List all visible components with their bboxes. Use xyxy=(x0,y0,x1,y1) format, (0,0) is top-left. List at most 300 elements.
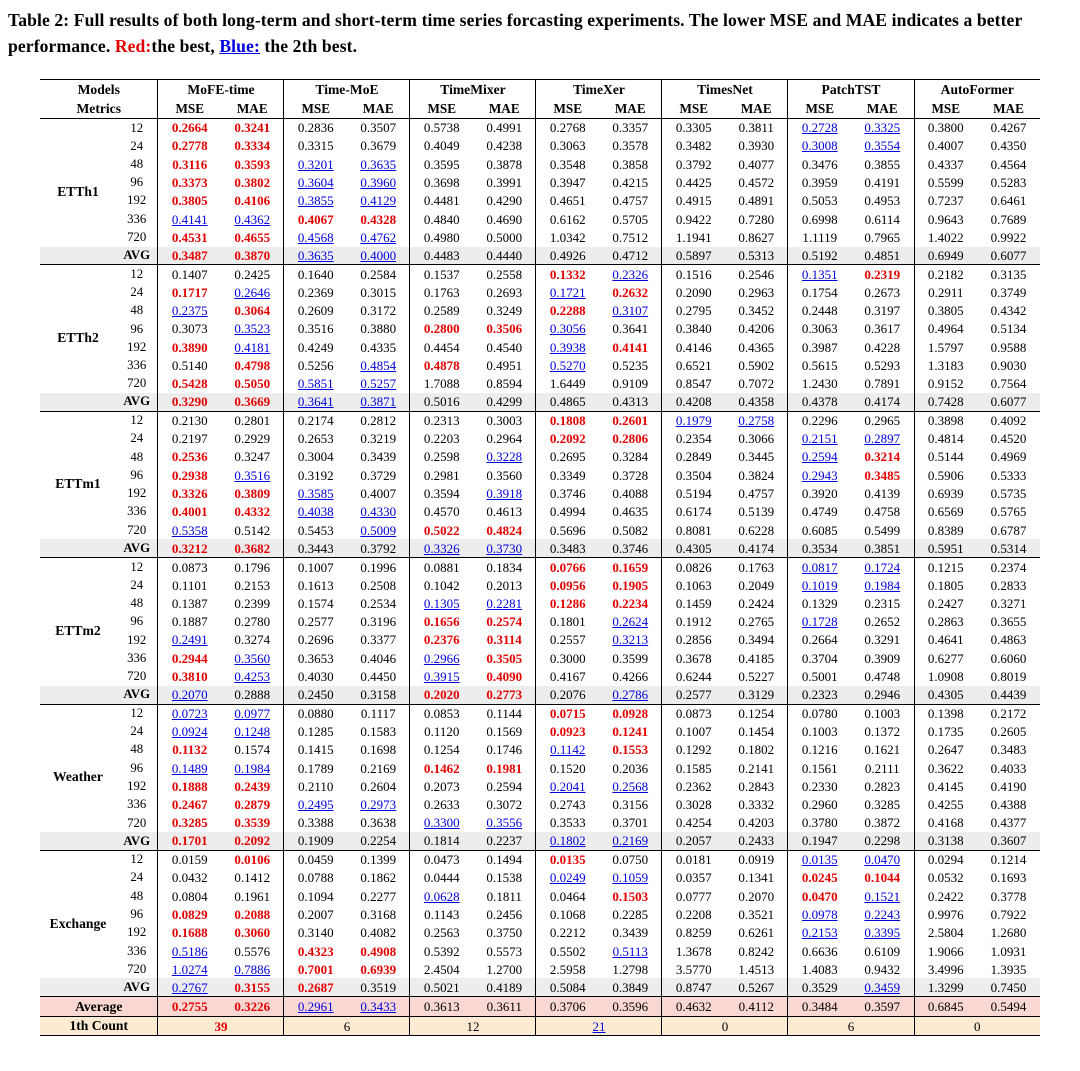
value-cell: 0.7280 xyxy=(738,211,775,227)
value-cell: 0.3201 xyxy=(284,155,347,173)
value-cell: 0.3746 xyxy=(599,539,662,557)
table-row xyxy=(40,393,1040,411)
value-cell: 0.1019 xyxy=(788,576,851,594)
value-cell: 0.0444 xyxy=(410,869,473,887)
value-cell: 0.3325 xyxy=(851,119,914,137)
value-cell: 1.0908 xyxy=(914,667,977,685)
value-cell: 0.1538 xyxy=(486,870,523,886)
value-cell: 0.3597 xyxy=(851,997,914,1017)
value-cell: 0.4305 xyxy=(662,539,725,557)
value-cell: 0.1688 xyxy=(158,924,221,942)
value-cell: 0.3284 xyxy=(612,449,649,465)
value-cell: 0.0715 xyxy=(536,704,599,722)
value-cell: 0.4249 xyxy=(284,338,347,356)
value-cell: 0.2254 xyxy=(347,832,410,850)
value-cell: 0.4635 xyxy=(612,504,649,520)
value-cell: 0.3271 xyxy=(990,595,1027,611)
value-cell: 0.5192 xyxy=(788,247,851,265)
value-cell: 0.2938 xyxy=(158,466,221,484)
horizon-label: AVG xyxy=(116,978,158,996)
value-cell: 0.4481 xyxy=(410,192,473,210)
value-cell: 0.6077 xyxy=(977,247,1040,265)
value-cell: 0.3395 xyxy=(864,925,901,941)
model-header-time-moe: Time-MoE xyxy=(284,80,410,100)
value-cell: 0.4980 xyxy=(410,228,473,246)
value-cell: 0.1984 xyxy=(234,760,271,776)
value-cell: 0.3800 xyxy=(914,119,977,137)
value-cell: 0.4994 xyxy=(536,503,599,521)
value-cell: 0.2584 xyxy=(347,265,410,283)
value-cell: 0.3073 xyxy=(158,320,221,338)
horizon-label: 96 xyxy=(130,175,144,190)
dataset-name: Exchange xyxy=(49,915,107,931)
value-cell: 0.2153 xyxy=(788,924,851,942)
value-cell: 0.3960 xyxy=(360,175,397,191)
value-cell: 0.1117 xyxy=(347,704,410,722)
value-cell: 0.2961 xyxy=(284,997,347,1017)
value-cell: 0.4007 xyxy=(914,137,977,155)
value-cell: 0.0135 xyxy=(788,850,851,868)
dataset-column-cell xyxy=(40,265,116,283)
value-cell: 0.4203 xyxy=(738,815,775,831)
table-row xyxy=(40,375,1040,393)
mse-header-autoformer: MSE xyxy=(914,99,977,119)
mse-header-timesnet: MSE xyxy=(662,99,725,119)
value-cell: 0.4145 xyxy=(914,777,977,795)
value-cell: 1.2680 xyxy=(990,925,1027,941)
value-cell: 0.2943 xyxy=(788,466,851,484)
value-cell: 0.4146 xyxy=(662,338,725,356)
value-cell: 0.3290 xyxy=(158,393,221,411)
value-cell: 0.2070 xyxy=(738,888,775,904)
value-cell: 0.4189 xyxy=(473,978,536,996)
value-cell: 0.3641 xyxy=(284,393,347,411)
count-cell: 39 xyxy=(158,1016,284,1036)
value-cell: 0.2963 xyxy=(738,284,775,300)
value-cell: 0.3669 xyxy=(221,393,284,411)
value-cell: 0.2728 xyxy=(788,119,851,137)
value-cell: 0.3678 xyxy=(662,649,725,667)
value-cell: 0.2609 xyxy=(284,301,347,319)
value-cell: 0.2888 xyxy=(221,686,284,704)
value-cell: 0.3809 xyxy=(234,486,271,502)
dataset-column-cell xyxy=(40,978,116,996)
value-cell: 0.1494 xyxy=(473,850,536,868)
value-cell: 0.3706 xyxy=(536,997,599,1017)
mae-header-time-moe: MAE xyxy=(362,100,394,116)
value-cell: 0.3388 xyxy=(284,814,347,832)
value-cell: 0.1254 xyxy=(725,704,788,722)
value-cell: 0.0881 xyxy=(410,558,473,576)
value-cell: 0.6521 xyxy=(662,356,725,374)
value-cell: 0.5502 xyxy=(536,942,599,960)
value-cell: 0.2944 xyxy=(158,649,221,667)
value-cell: 0.6109 xyxy=(864,943,901,959)
value-cell: 0.2594 xyxy=(486,778,523,794)
value-cell: 0.1407 xyxy=(158,265,221,283)
value-cell: 0.4915 xyxy=(662,192,725,210)
dataset-column-cell xyxy=(40,301,116,319)
value-cell: 0.5499 xyxy=(864,522,901,538)
value-cell: 0.3443 xyxy=(284,539,347,557)
value-cell: 0.2765 xyxy=(738,614,775,630)
mse-header-patchtst: MSE xyxy=(788,99,851,119)
value-cell: 0.4748 xyxy=(864,669,901,685)
value-cell: 0.4090 xyxy=(486,669,523,685)
value-cell: 0.2849 xyxy=(662,448,725,466)
value-cell: 0.1724 xyxy=(851,558,914,576)
table-row xyxy=(40,411,1040,429)
table-row xyxy=(40,631,1040,649)
horizon-label: AVG xyxy=(116,539,158,557)
dataset-group-weather xyxy=(40,704,1040,850)
value-cell: 0.5134 xyxy=(990,321,1027,337)
models-label: Models xyxy=(77,81,120,97)
count-cell: 0 xyxy=(662,1016,788,1036)
value-cell: 0.3638 xyxy=(360,815,397,831)
value-cell: 0.1516 xyxy=(662,265,725,283)
value-cell: 0.4951 xyxy=(486,358,523,373)
value-cell: 0.1329 xyxy=(788,594,851,612)
horizon-label: 720 xyxy=(127,961,147,976)
value-cell: 0.2237 xyxy=(473,832,536,850)
value-cell: 0.6244 xyxy=(662,667,725,685)
average-label: Average xyxy=(40,997,158,1017)
value-cell: 0.2843 xyxy=(738,778,775,794)
value-cell: 0.4757 xyxy=(738,486,775,502)
value-cell: 0.3172 xyxy=(360,303,397,319)
value-cell: 0.2633 xyxy=(410,795,473,813)
value-cell: 0.3249 xyxy=(486,303,523,319)
value-cell: 0.3377 xyxy=(360,632,397,648)
value-cell: 0.0464 xyxy=(536,887,599,905)
value-cell: 0.2296 xyxy=(788,411,851,429)
value-cell: 0.5021 xyxy=(410,978,473,996)
value-cell: 0.6060 xyxy=(990,650,1027,666)
value-cell: 0.9976 xyxy=(914,905,977,923)
horizon-label: 192 xyxy=(127,632,147,647)
value-cell: 0.2208 xyxy=(662,905,725,923)
value-cell: 0.0817 xyxy=(788,558,851,576)
value-cell: 0.2182 xyxy=(914,265,977,283)
value-cell: 0.2298 xyxy=(851,832,914,850)
horizon-label: 192 xyxy=(127,339,147,354)
value-cell: 0.2169 xyxy=(599,832,662,850)
value-cell: 1.4022 xyxy=(914,228,977,246)
value-cell: 0.3811 xyxy=(725,119,788,137)
value-cell: 0.4365 xyxy=(738,339,775,355)
value-cell: 0.2013 xyxy=(486,577,523,593)
value-cell: 0.2281 xyxy=(486,595,523,611)
value-cell: 1.9066 xyxy=(914,942,977,960)
value-cell: 1.2700 xyxy=(486,961,523,977)
value-cell: 0.3947 xyxy=(536,173,599,191)
value-cell: 0.3920 xyxy=(788,484,851,502)
value-cell: 0.3494 xyxy=(738,632,775,648)
value-cell: 0.2427 xyxy=(914,594,977,612)
value-cell: 0.3578 xyxy=(612,138,649,154)
value-cell: 0.0750 xyxy=(599,850,662,868)
value-cell: 0.5735 xyxy=(990,486,1027,502)
value-cell: 0.4328 xyxy=(360,211,397,227)
value-cell: 0.1412 xyxy=(234,870,271,886)
value-cell: 2.5804 xyxy=(914,924,977,942)
horizon-label: 12 xyxy=(116,265,158,283)
value-cell: 0.5897 xyxy=(662,247,725,265)
value-cell: 0.4762 xyxy=(360,229,397,245)
value-cell: 0.2806 xyxy=(612,431,649,447)
value-cell: 0.1796 xyxy=(221,558,284,576)
value-cell: 0.2696 xyxy=(284,631,347,649)
value-cell: 0.2110 xyxy=(284,777,347,795)
horizon-label: 24 xyxy=(130,431,144,446)
value-cell: 0.8081 xyxy=(662,521,725,539)
value-cell: 0.1248 xyxy=(234,723,271,739)
value-cell: 0.4632 xyxy=(662,997,725,1017)
value-cell: 0.1068 xyxy=(536,905,599,923)
horizon-label: 24 xyxy=(130,577,144,592)
dataset-name: ETTm2 xyxy=(55,622,101,638)
table-row xyxy=(40,539,1040,557)
value-cell: 0.0923 xyxy=(536,722,599,740)
value-cell: 0.2450 xyxy=(284,686,347,704)
value-cell: 0.4358 xyxy=(725,393,788,411)
value-cell: 0.0919 xyxy=(725,850,788,868)
value-cell: 0.4342 xyxy=(990,303,1027,319)
value-cell: 0.3810 xyxy=(158,667,221,685)
value-cell: 0.2153 xyxy=(234,577,271,593)
value-cell: 0.4439 xyxy=(977,686,1040,704)
value-cell: 1.3299 xyxy=(914,978,977,996)
value-cell: 0.2856 xyxy=(662,631,725,649)
dataset-column-cell xyxy=(40,356,116,374)
value-cell: 0.5576 xyxy=(234,943,271,959)
value-cell: 0.5293 xyxy=(864,358,901,373)
value-cell: 0.5082 xyxy=(612,522,649,538)
table-row xyxy=(40,777,1040,795)
horizon-label: 336 xyxy=(127,358,147,373)
value-cell: 0.1909 xyxy=(284,832,347,850)
value-cell: 0.2646 xyxy=(234,284,271,300)
value-cell: 1.3678 xyxy=(662,942,725,960)
value-cell: 0.1754 xyxy=(788,283,851,301)
value-cell: 0.5314 xyxy=(977,539,1040,557)
table-row xyxy=(40,942,1040,960)
value-cell: 0.1888 xyxy=(158,777,221,795)
dataset-column-cell xyxy=(40,210,116,228)
value-cell: 0.2687 xyxy=(284,978,347,996)
value-cell: 0.5084 xyxy=(536,978,599,996)
value-cell: 0.1399 xyxy=(347,850,410,868)
value-cell: 0.5194 xyxy=(662,484,725,502)
table-row xyxy=(40,356,1040,374)
value-cell: 0.2767 xyxy=(158,978,221,996)
value-cell: 0.3004 xyxy=(284,448,347,466)
mse-header-mofe-time: MSE xyxy=(158,99,221,119)
value-cell: 0.6261 xyxy=(738,925,775,941)
value-cell: 0.6228 xyxy=(738,522,775,538)
table-row xyxy=(40,228,1040,246)
value-cell: 0.3560 xyxy=(234,650,271,666)
value-cell: 0.2313 xyxy=(410,411,473,429)
value-cell: 0.2773 xyxy=(473,686,536,704)
value-cell: 0.1059 xyxy=(612,870,649,886)
horizon-label: 720 xyxy=(127,522,147,537)
value-cell: 0.2323 xyxy=(788,686,851,704)
value-cell: 0.2354 xyxy=(662,430,725,448)
value-cell: 0.4305 xyxy=(914,686,977,704)
value-cell: 0.5696 xyxy=(536,521,599,539)
value-cell: 0.3991 xyxy=(486,175,523,191)
value-cell: 0.3291 xyxy=(864,632,901,648)
model-header-mofe-time: MoFE-time xyxy=(158,80,284,100)
value-cell: 0.3063 xyxy=(536,137,599,155)
value-cell: 0.3840 xyxy=(662,320,725,338)
horizon-label: 336 xyxy=(127,797,147,812)
table-row xyxy=(40,613,1040,631)
value-cell: 0.1905 xyxy=(612,577,649,593)
value-cell: 0.2598 xyxy=(410,448,473,466)
value-cell: 0.4854 xyxy=(360,358,397,373)
value-cell: 0.5283 xyxy=(990,175,1027,191)
table-row xyxy=(40,192,1040,210)
value-cell: 0.5144 xyxy=(914,448,977,466)
value-cell: 0.3274 xyxy=(234,632,271,648)
dataset-name: Weather xyxy=(53,769,103,785)
value-cell: 0.9432 xyxy=(864,961,901,977)
value-cell: 0.1981 xyxy=(486,760,523,776)
value-cell: 0.4483 xyxy=(410,247,473,265)
value-cell: 0.0357 xyxy=(662,869,725,887)
value-cell: 0.3439 xyxy=(612,925,649,941)
value-cell: 0.4362 xyxy=(234,211,271,227)
mae-header-patchtst: MAE xyxy=(866,100,898,116)
dataset-group-etth2 xyxy=(40,265,1040,411)
value-cell: 0.3158 xyxy=(347,686,410,704)
value-cell: 0.1574 xyxy=(284,594,347,612)
dataset-column-cell xyxy=(40,942,116,960)
horizon-label: 12 xyxy=(116,558,158,576)
value-cell: 1.2430 xyxy=(788,375,851,393)
dataset-column-cell xyxy=(40,814,116,832)
table-row xyxy=(40,283,1040,301)
value-cell: 0.3476 xyxy=(788,155,851,173)
value-cell: 0.1094 xyxy=(284,887,347,905)
value-cell: 0.3521 xyxy=(738,906,775,922)
value-cell: 0.3334 xyxy=(234,138,271,154)
value-cell: 1.3183 xyxy=(914,356,977,374)
value-cell: 0.0473 xyxy=(410,850,473,868)
horizon-label: 12 xyxy=(116,411,158,429)
value-cell: 0.3197 xyxy=(864,303,901,319)
value-cell: 0.3228 xyxy=(486,449,523,465)
value-cell: 0.2508 xyxy=(360,577,397,593)
table-row xyxy=(40,265,1040,283)
table-row xyxy=(40,576,1040,594)
value-cell: 0.3858 xyxy=(612,156,649,172)
value-cell: 0.3332 xyxy=(738,797,775,813)
value-cell: 0.0294 xyxy=(914,850,977,868)
value-cell: 0.1101 xyxy=(158,576,221,594)
value-cell: 0.5738 xyxy=(410,119,473,137)
value-cell: 0.1808 xyxy=(536,411,599,429)
dataset-column-cell xyxy=(40,887,116,905)
value-cell: 0.3483 xyxy=(536,539,599,557)
value-cell: 0.3987 xyxy=(788,338,851,356)
value-cell: 0.3300 xyxy=(410,814,473,832)
value-cell: 0.2589 xyxy=(410,301,473,319)
value-cell: 0.2823 xyxy=(864,778,901,794)
value-cell: 0.2973 xyxy=(360,797,397,813)
value-cell: 0.3593 xyxy=(234,156,271,172)
value-cell: 0.5313 xyxy=(725,247,788,265)
horizon-label: 24 xyxy=(130,870,144,885)
value-cell: 0.2174 xyxy=(284,411,347,429)
value-cell: 0.3445 xyxy=(738,449,775,465)
table-row xyxy=(40,137,1040,155)
horizon-label: 192 xyxy=(127,925,147,940)
horizon-label: 24 xyxy=(130,724,144,739)
value-cell: 0.2169 xyxy=(360,760,397,776)
value-cell: 0.1763 xyxy=(725,558,788,576)
value-cell: 0.4167 xyxy=(536,667,599,685)
value-cell: 0.5022 xyxy=(410,521,473,539)
value-cell: 0.5615 xyxy=(788,356,851,374)
value-cell: 0.2234 xyxy=(612,595,649,611)
table-row xyxy=(40,301,1040,319)
value-cell: 0.8594 xyxy=(486,376,523,392)
mae-header-mofe-time: MAE xyxy=(236,100,268,116)
value-cell: 0.2020 xyxy=(410,686,473,704)
dataset-column-cell xyxy=(40,137,116,155)
value-cell: 1.0274 xyxy=(158,960,221,978)
table-row xyxy=(40,960,1040,978)
dataset-label xyxy=(40,613,116,638)
value-cell: 0.2879 xyxy=(234,797,271,813)
value-cell: 0.1811 xyxy=(486,888,522,904)
value-cell: 0.0826 xyxy=(662,558,725,576)
value-cell: 0.3870 xyxy=(221,247,284,265)
value-cell: 0.4208 xyxy=(662,393,725,411)
value-cell: 0.3704 xyxy=(788,649,851,667)
value-cell: 0.3349 xyxy=(536,466,599,484)
value-cell: 0.7564 xyxy=(990,376,1027,392)
value-cell: 0.3196 xyxy=(360,614,397,630)
value-cell: 0.4377 xyxy=(990,815,1027,831)
caption-blue-label: Blue: xyxy=(219,35,260,56)
value-cell: 0.2057 xyxy=(662,832,725,850)
value-cell: 0.8019 xyxy=(990,669,1027,685)
value-cell: 0.0924 xyxy=(158,722,221,740)
mse-header-timexer: MSE xyxy=(536,99,599,119)
model-header-timemixer: TimeMixer xyxy=(410,80,536,100)
value-cell: 0.3192 xyxy=(284,466,347,484)
value-cell: 0.3063 xyxy=(788,320,851,338)
value-cell: 0.0106 xyxy=(221,850,284,868)
horizon-label: 192 xyxy=(127,778,147,793)
value-cell: 0.3135 xyxy=(977,265,1040,283)
value-cell: 0.5053 xyxy=(788,192,851,210)
value-cell: 0.3878 xyxy=(486,156,523,172)
value-cell: 0.3622 xyxy=(914,759,977,777)
count-cell: 12 xyxy=(410,1016,536,1036)
value-cell: 0.3534 xyxy=(788,539,851,557)
model-header-timexer: TimeXer xyxy=(536,80,662,100)
dataset-group-exchange xyxy=(40,850,1040,996)
value-cell: 0.4067 xyxy=(284,210,347,228)
value-cell: 0.2605 xyxy=(990,723,1027,739)
value-cell: 0.4112 xyxy=(725,997,788,1017)
